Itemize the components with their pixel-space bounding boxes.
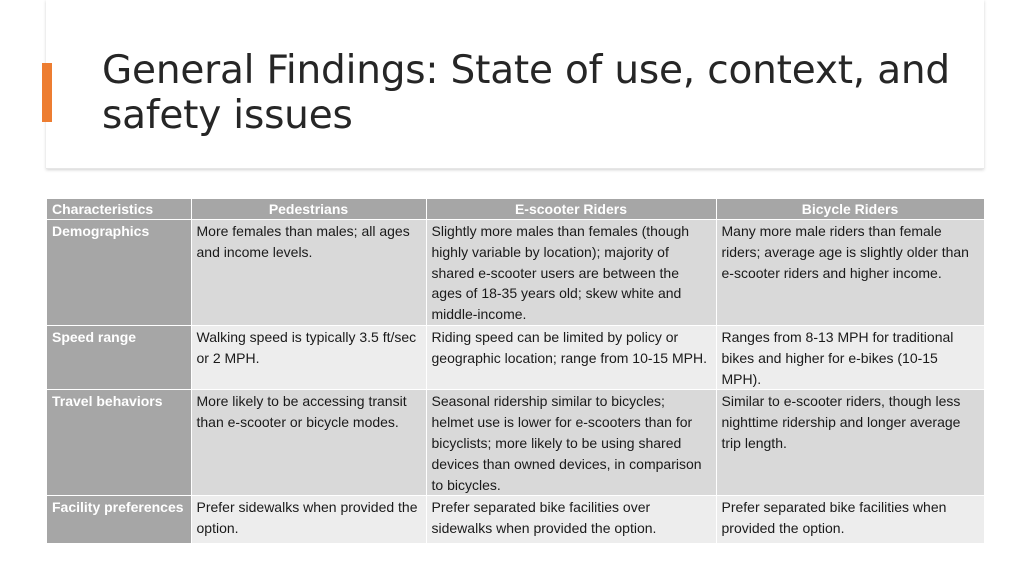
cell-bicycle: Prefer separated bike facilities when provided the option.: [716, 496, 984, 543]
cell-bicycle: Many more male riders than female riders; average age is slightly older than e-scooter riders and higher income.: [716, 220, 984, 326]
table-row: [47, 220, 984, 326]
table-row: [47, 390, 984, 496]
slide-title: General Findings: State of use, context, and safety issues: [102, 48, 950, 138]
cell-pedestrians: Walking speed is typically 3.5 ft/sec or 2 MPH.: [191, 325, 426, 389]
header-bicycle-riders: Bicycle Riders: [716, 199, 984, 220]
row-label-facility-preferences: Facility preferences: [47, 496, 191, 543]
row-label-travel-behaviors: Travel behaviors: [47, 390, 191, 496]
cell-escooter: Seasonal ridership similar to bicycles; helmet use is lower for e-scooters than for bicyclists; more likely to be using shared devices than owned devices, in comparison to bicycles.: [426, 390, 716, 496]
row-label-speed-range: Speed range: [47, 325, 191, 389]
table-row: [47, 496, 984, 543]
findings-table: [47, 199, 985, 543]
cell-pedestrians: More females than males; all ages and income levels.: [191, 220, 426, 326]
row-label-demographics: Demographics: [47, 220, 191, 326]
accent-bar: [42, 63, 52, 122]
header-pedestrians: Pedestrians: [191, 199, 426, 220]
header-characteristics: Characteristics: [47, 199, 191, 220]
cell-bicycle: Similar to e-scooter riders, though less nighttime ridership and longer average trip length.: [716, 390, 984, 496]
cell-escooter: Prefer separated bike facilities over sidewalks when provided the option.: [426, 496, 716, 543]
cell-pedestrians: Prefer sidewalks when provided the option.: [191, 496, 426, 543]
table-row: [47, 325, 984, 389]
table-header-row: [47, 199, 984, 220]
cell-escooter: Slightly more males than females (though highly variable by location); majority of shared e-scooter users are between the ages of 18-35 years old; skew white and middle-income.: [426, 220, 716, 326]
header-escooter-riders: E-scooter Riders: [426, 199, 716, 220]
cell-escooter: Riding speed can be limited by policy or geographic location; range from 10-15 MPH.: [426, 325, 716, 389]
cell-pedestrians: More likely to be accessing transit than e-scooter or bicycle modes.: [191, 390, 426, 496]
cell-bicycle: Ranges from 8-13 MPH for traditional bikes and higher for e-bikes (10-15 MPH).: [716, 325, 984, 389]
